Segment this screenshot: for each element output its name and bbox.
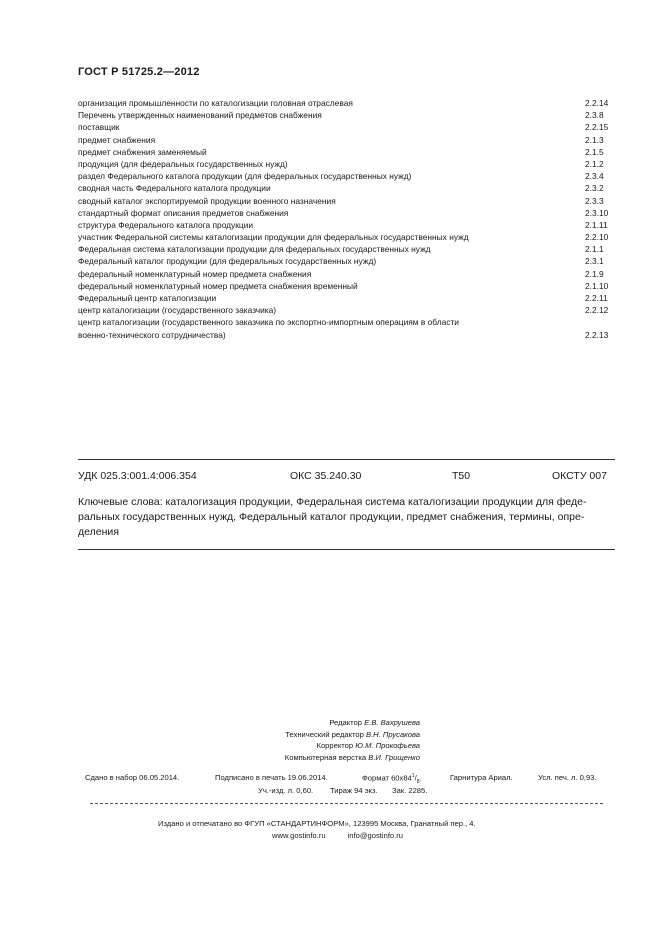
credit-name: Е.В. Вахрушева (364, 718, 420, 727)
index-ref: 2.2.15 (585, 122, 609, 133)
printer-contacts (272, 831, 403, 840)
website-link[interactable]: www.gostinfo.ru (272, 831, 326, 840)
index-row (78, 109, 615, 121)
index-row (78, 207, 615, 219)
index-term: Федеральный каталог продукции (для федеральных государственных нужд) (78, 256, 377, 267)
index-term: участник Федеральной системы каталогизации продукции для федеральных государственных нужд (78, 232, 469, 243)
index-row (78, 243, 615, 255)
format-denominator: 8 (416, 779, 420, 786)
index-term: сводная часть Федерального каталога продукции (78, 183, 271, 194)
index-ref: 2.1.11 (585, 219, 608, 230)
oks-code: ОКС 35.240.30 (290, 470, 362, 482)
print-sheets: Усл. печ. л. 0,93. (538, 773, 597, 782)
credit-role: Корректор (316, 741, 354, 750)
order-number: Зак. 2285. (392, 786, 428, 795)
index-row (78, 316, 615, 328)
index-ref: 2.1.10 (585, 280, 609, 291)
signed-date: Подписано в печать 19.06.2014. (215, 773, 328, 782)
index-ref: 2.1.2 (585, 158, 604, 169)
print-run: Тираж 94 экз. (330, 786, 378, 795)
index-row (78, 280, 615, 292)
credit-name: В.И. Грищенко (368, 752, 420, 762)
index-ref: 2.2.14 (585, 98, 609, 108)
index-ref: 2.1.5 (585, 146, 604, 157)
okstu-code: ОКСТУ 007 (552, 470, 607, 482)
term-index-list (78, 97, 615, 341)
index-term: продукция (для федеральных государственных нужд) (78, 158, 288, 169)
index-row (78, 170, 615, 182)
edu-sheets: Уч.-изд. л. 0,60. (258, 786, 314, 795)
divider-top (78, 459, 615, 460)
credit-role: Технический редактор (285, 729, 364, 739)
document-title: ГОСТ Р 51725.2—2012 (78, 66, 200, 78)
dashed-divider (90, 803, 603, 804)
index-term: предмет снабжения (78, 134, 156, 145)
index-row (78, 146, 615, 158)
index-term: Перечень утвержденных наименований предметов снабжения (78, 110, 322, 121)
index-ref: 2.1.9 (585, 268, 604, 279)
index-ref: 2.3.8 (585, 110, 604, 121)
index-ref: 2.2.11 (585, 293, 608, 303)
index-ref: 2.1.1 (585, 244, 604, 255)
index-row (78, 195, 615, 207)
index-row (78, 329, 615, 341)
credit-name: В.Н. Прусакова (366, 729, 420, 739)
index-term: федеральный номенклатурный номер предмета снабжения временный (78, 280, 358, 291)
index-row (78, 292, 615, 304)
index-ref: 2.3.2 (585, 183, 604, 194)
index-term: федеральный номенклатурный номер предмета снабжения (78, 268, 312, 279)
index-row (78, 97, 615, 109)
format-prefix: Формат 60х84 (362, 773, 412, 783)
keywords-line: ральных государственных нужд, Федеральный каталог продукции, предмет снабжения, термины, опре- (78, 511, 585, 523)
index-ref: 2.3.1 (585, 256, 604, 267)
index-ref: 2.2.10 (585, 232, 609, 243)
index-term: структура Федерального каталога продукции (78, 219, 254, 230)
credit-name: Ю.М. Прокофьева (355, 741, 420, 750)
index-row (78, 255, 615, 267)
index-ref: 2.3.3 (585, 195, 604, 206)
index-term: поставщик (78, 122, 120, 133)
credit-line (240, 740, 420, 752)
index-row (78, 158, 615, 170)
divider-bottom (78, 549, 615, 550)
index-row (78, 134, 615, 146)
credit-line (240, 729, 420, 741)
credit-role: Компьютерная верстка (284, 752, 367, 762)
index-term: Федеральная система каталогизации продукции для федеральных государственных нужд (78, 244, 431, 255)
credit-line (240, 717, 420, 729)
index-term: центр каталогизации (государственного заказчика по экспортно-импортным операциям в области (78, 317, 459, 328)
index-row (78, 182, 615, 194)
index-term: военно-технического сотрудничества) (78, 329, 226, 340)
index-term: центр каталогизации (государственного заказчика) (78, 305, 277, 316)
submitted-date: Сдано в набор 06.05.2014. (85, 773, 180, 782)
credit-line (240, 752, 420, 764)
index-term: раздел Федерального каталога продукции (для федеральных государственных нужд) (78, 171, 412, 182)
index-row (78, 304, 615, 316)
format-numerator: 1 (411, 773, 415, 779)
typeface: Гарнитура Ариал. (450, 773, 513, 782)
index-term: предмет снабжения заменяемый (78, 146, 207, 157)
index-ref: 2.2.12 (585, 305, 609, 316)
email-link[interactable]: info@gostinfo.ru (347, 831, 404, 840)
credit-role: Редактор (329, 718, 363, 727)
index-ref: 2.3.4 (585, 171, 604, 182)
keywords-line: Ключевые слова: каталогизация продукции, Федеральная система каталогизации продукции для феде- (78, 496, 587, 508)
t-code: Т50 (452, 470, 471, 482)
paper-format: Формат $60х84^1/_8$. (362, 773, 422, 786)
index-row (78, 231, 615, 243)
index-term: сводный каталог экспортируемой продукции военного назначения (78, 195, 336, 206)
index-ref: 2.1.3 (585, 134, 604, 145)
index-term: стандартный формат описания предметов снабжения (78, 207, 289, 218)
keywords-line: деления (78, 526, 119, 538)
index-row (78, 121, 615, 133)
index-row (78, 219, 615, 231)
keywords-block (78, 495, 618, 540)
printer-line: Издано и отпечатано во ФГУП «СТАНДАРТИНФОРМ», 123995 Москва, Гранатный пер., 4. (158, 819, 476, 828)
index-term: Федеральный центр каталогизации (78, 293, 217, 303)
index-ref: 2.3.10 (585, 207, 609, 218)
udk-code: УДК 025.3:001.4:006.354 (78, 470, 197, 482)
index-term: организация промышленности по каталогизации головная отраслевая (78, 98, 353, 108)
credits-block (240, 717, 420, 763)
index-ref: 2.2.13 (585, 329, 609, 340)
index-row (78, 268, 615, 280)
